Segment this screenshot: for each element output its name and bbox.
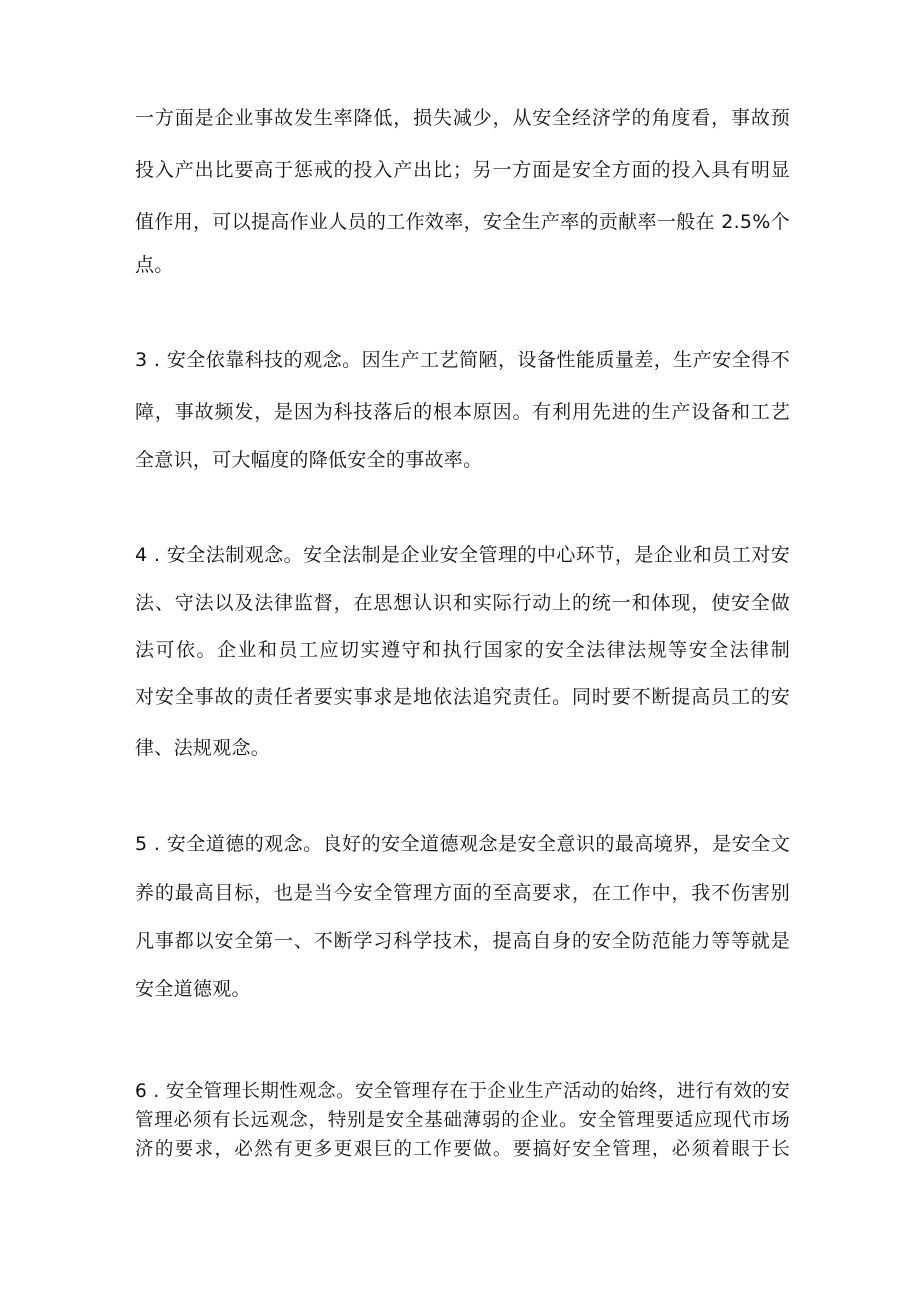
paragraph-line: 对安全事故的责任者要实事求是地依法追究责任。同时要不断提高员工的安	[135, 686, 790, 708]
paragraph-line: 养的最高目标，也是当今安全管理方面的至高要求，在工作中，我不伤害别	[135, 882, 790, 904]
paragraph-line: 4 . 安全法制观念。安全法制是企业安全管理的中心环节，是企业和员工对安	[135, 544, 790, 566]
paragraph-line: 值作用，可以提高作业人员的工作效率，安全生产率的贡献率一般在 2.5%个	[135, 211, 790, 233]
paragraph-line: 障，事故频发，是因为科技落后的根本原因。有利用先进的生产设备和工艺	[135, 401, 790, 423]
paragraph-line: 一方面是企业事故发生率降低，损失减少，从安全经济学的角度看，事故预	[135, 107, 790, 129]
paragraph-line: 点。	[135, 254, 174, 276]
paragraph-line: 安全道德观。	[135, 978, 251, 1000]
paragraph-line: 5 . 安全道德的观念。良好的安全道德观念是安全意识的最高境界，是安全文	[135, 833, 790, 855]
paragraph-line: 投入产出比要高于惩戒的投入产出比；另一方面是安全方面的投入具有明显	[135, 159, 790, 181]
paragraph-line: 6 . 安全管理长期性观念。安全管理存在于企业生产活动的始终，进行有效的安	[135, 1081, 790, 1102]
paragraph-line: 法、守法以及法律监督，在思想认识和实际行动上的统一和体现，使安全做	[135, 592, 790, 614]
paragraph-line: 全意识，可大幅度的降低安全的事故率。	[135, 449, 483, 471]
paragraph-line: 法可依。企业和员工应切实遵守和执行国家的安全法律法规等安全法律制	[135, 639, 790, 661]
paragraph-line: 3 . 安全依靠科技的观念。因生产工艺简陋，设备性能质量差，生产安全得不	[135, 349, 790, 371]
paragraph-line: 济的要求，必然有更多更艰巨的工作要做。要搞好安全管理，必须着眼于长	[135, 1139, 790, 1160]
paragraph-line: 凡事都以安全第一、不断学习科学技术，提高自身的安全防范能力等等就是	[135, 930, 790, 952]
paragraph-line: 律、法规观念。	[135, 737, 271, 759]
paragraph-line: 管理必须有长远观念，特别是安全基础薄弱的企业。安全管理要适应现代市场	[135, 1110, 790, 1131]
